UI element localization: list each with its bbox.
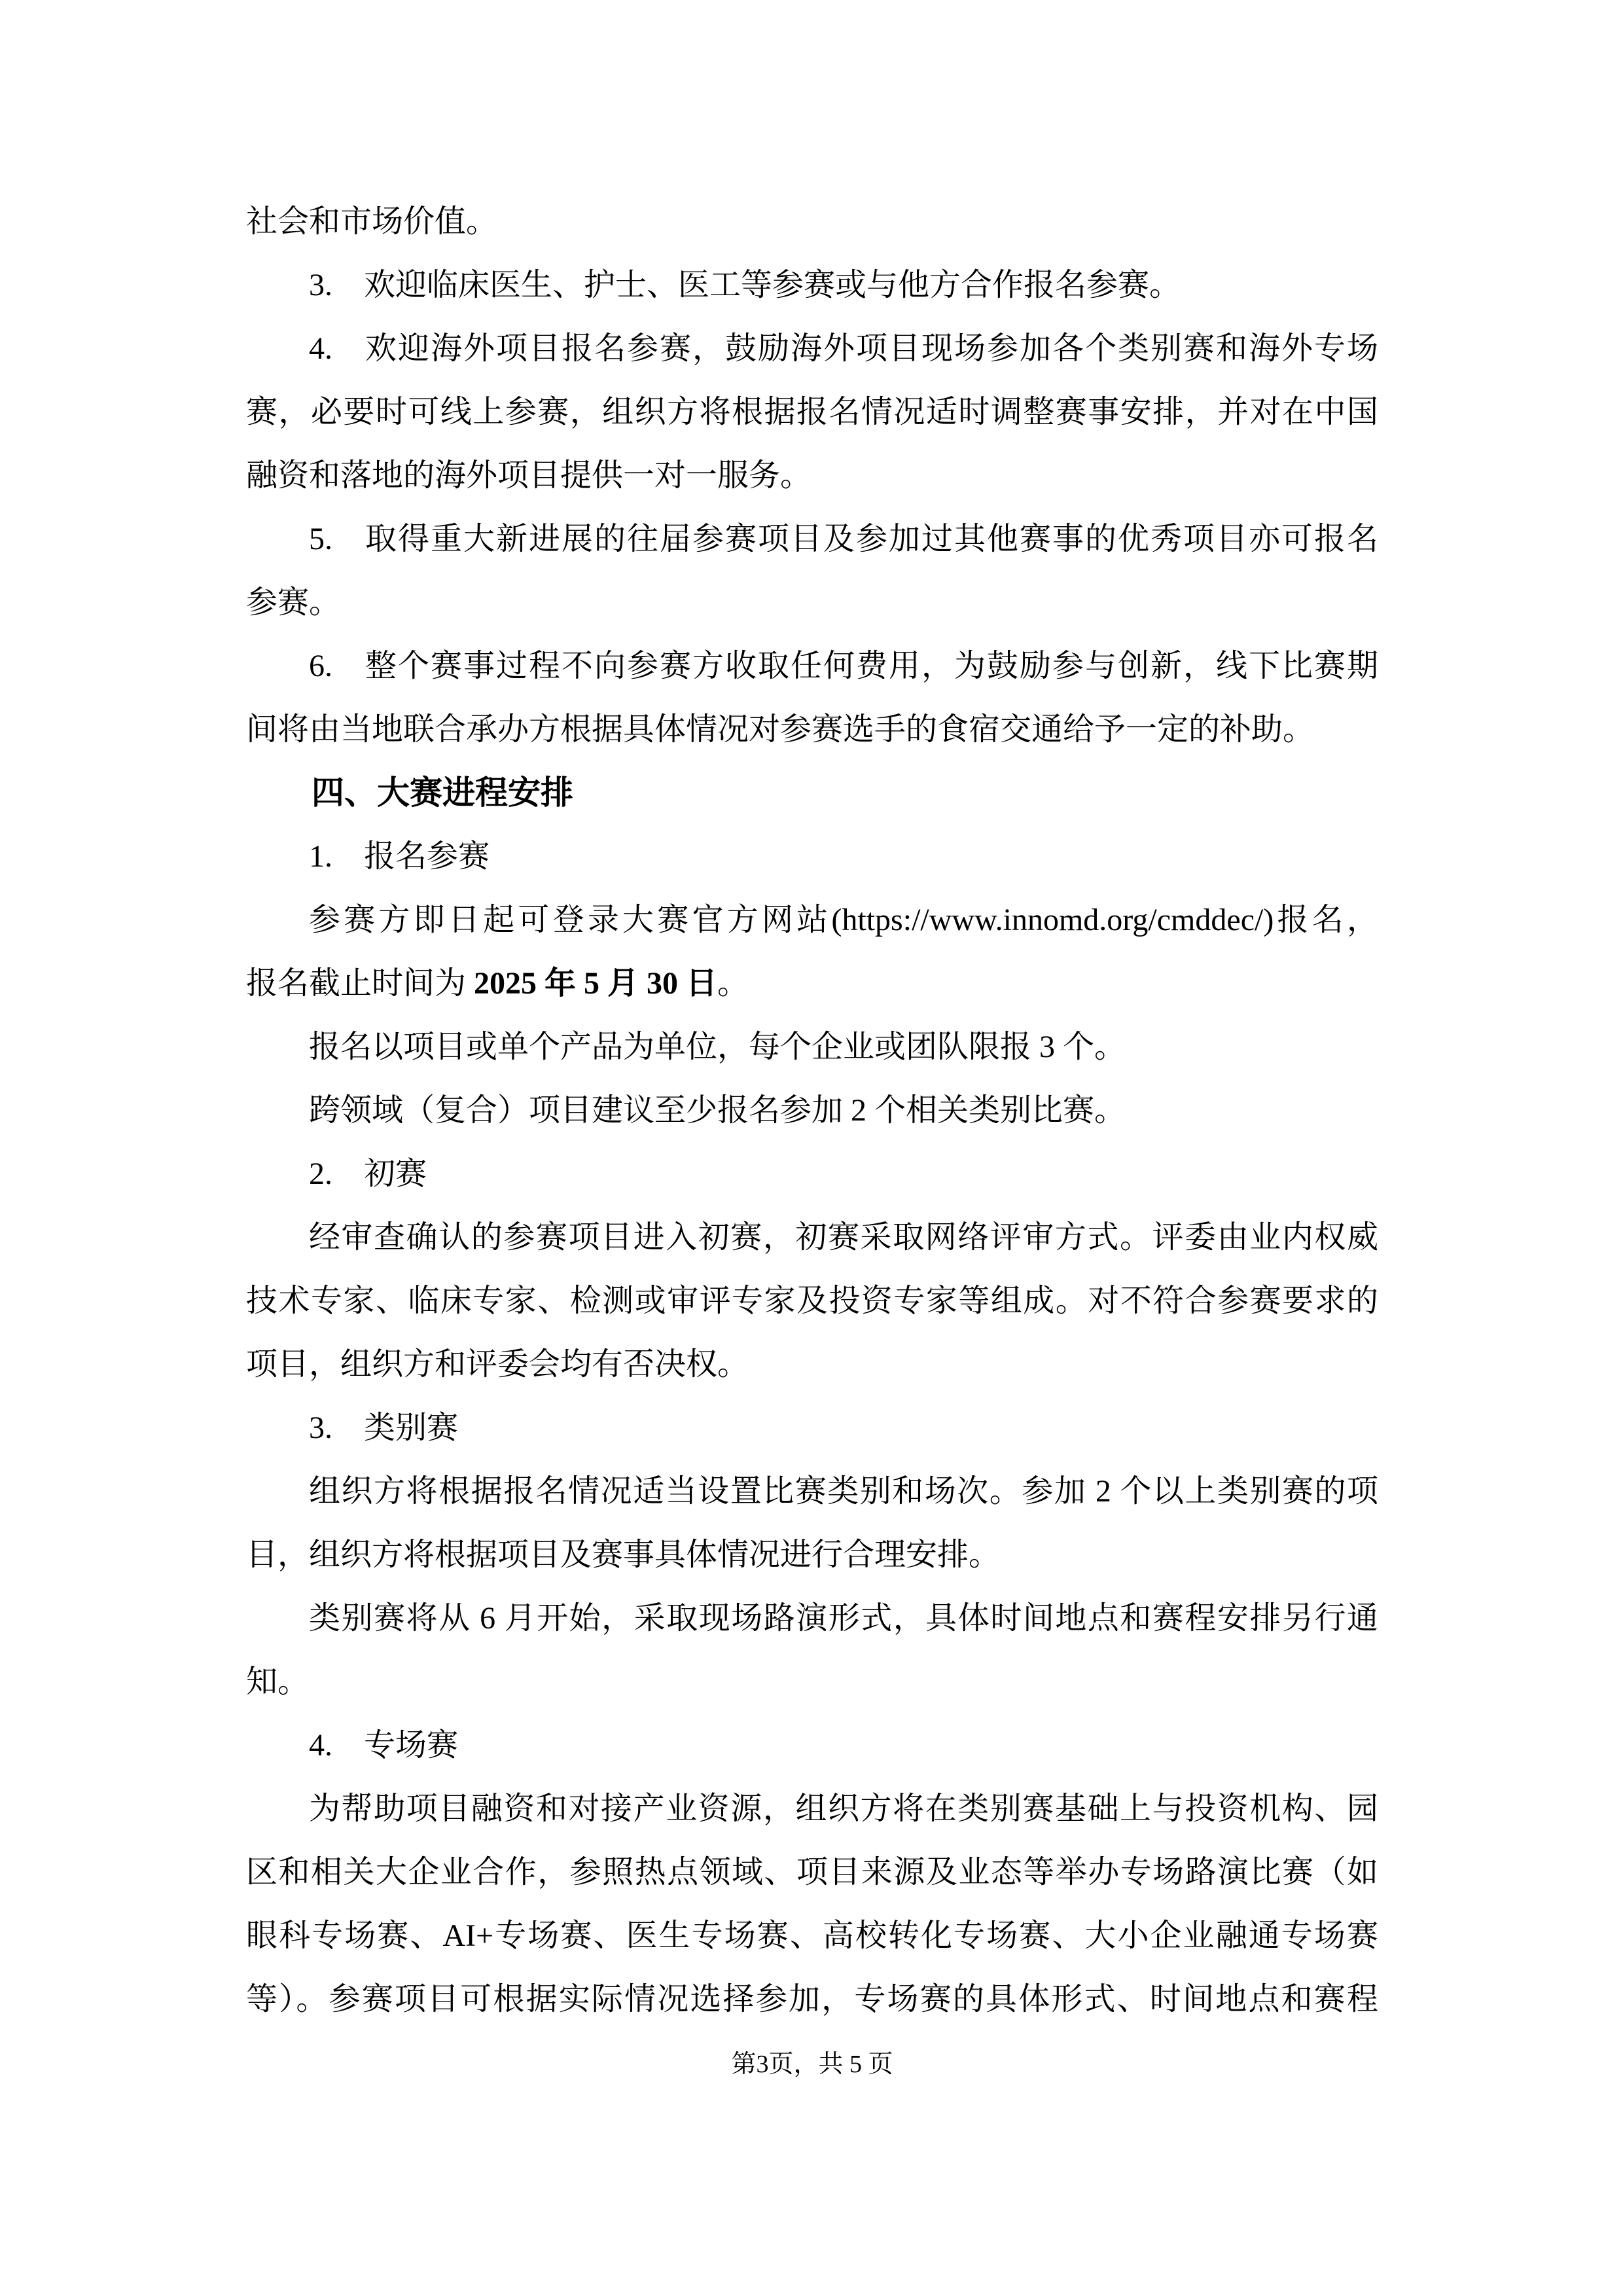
document-body	[246, 190, 1378, 2031]
text-line: 报名以项目或单个产品为单位，每个企业或团队限报 3 个。	[309, 1030, 1126, 1064]
text-line: 眼科专场赛、AI+专场赛、医生专场赛、高校转化专场赛、大小企业融通专场赛	[246, 1918, 1378, 1953]
deadline-line	[246, 952, 1378, 1015]
list-item: 2. 初赛	[309, 1157, 427, 1191]
list-item: 4. 专场赛	[309, 1728, 459, 1763]
section-heading: 四、大赛进程安排	[312, 774, 573, 811]
text-line: 跨领域（复合）项目建议至少报名参加 2 个相关类别比赛。	[309, 1093, 1126, 1128]
list-item: 5. 取得重大新进展的往届参赛项目及参加过其他赛事的优秀项目亦可报名	[309, 522, 1378, 556]
text-line: 参赛。	[246, 585, 341, 620]
text-line: 技术专家、临床专家、检测或审评专家及投资专家等组成。对不符合参赛要求的	[246, 1283, 1378, 1318]
text-line: 间将由当地联合承办方根据具体情况对参赛选手的食宿交通给予一定的补助。	[246, 712, 1315, 747]
text-line: 为帮助项目融资和对接产业资源，组织方将在类别赛基础上与投资机构、园	[309, 1791, 1378, 1826]
deadline-date: 2025 年 5 月 30 日	[474, 966, 718, 1001]
text-line-with-url: 参赛方即日起可登录大赛官方网站(https://www.innomd.org/cmddec/)报名，	[309, 903, 1378, 937]
deadline-suffix: 。	[717, 966, 749, 1001]
list-item: 3. 类别赛	[309, 1410, 459, 1445]
text-line: 类别赛将从 6 月开始，采取现场路演形式，具体时间地点和赛程安排另行通	[309, 1601, 1378, 1636]
list-item: 3. 欢迎临床医生、护士、医工等参赛或与他方合作报名参赛。	[309, 268, 1181, 302]
text-line: 项目，组织方和评委会均有否决权。	[246, 1347, 749, 1382]
list-item: 4. 欢迎海外项目报名参赛，鼓励海外项目现场参加各个类别赛和海外专场	[309, 331, 1378, 366]
text-line: 组织方将根据报名情况适当设置比赛类别和场次。参加 2 个以上类别赛的项	[309, 1474, 1378, 1509]
page-footer: 第3页，共 5 页	[731, 2051, 893, 2078]
text-line: 经审查确认的参赛项目进入初赛，初赛采取网络评审方式。评委由业内权威	[309, 1220, 1378, 1255]
text-line: 社会和市场价值。	[246, 204, 498, 239]
text-line: 目，组织方将根据项目及赛事具体情况进行合理安排。	[246, 1537, 1001, 1572]
list-item: 6. 整个赛事过程不向参赛方收取任何费用，为鼓励参与创新，线下比赛期	[309, 649, 1378, 683]
deadline-prefix: 报名截止时间为	[246, 966, 474, 1001]
text-line: 等）。参赛项目可根据实际情况选择参加，专场赛的具体形式、时间地点和赛程	[246, 1982, 1378, 2017]
text-line: 区和相关大企业合作，参照热点领域、项目来源及业态等举办专场路演比赛（如	[246, 1855, 1378, 1890]
text-line: 融资和落地的海外项目提供一对一服务。	[246, 458, 812, 493]
text-line: 赛，必要时可线上参赛，组织方将根据报名情况适时调整赛事安排，并对在中国	[246, 395, 1378, 429]
list-item: 1. 报名参赛	[309, 839, 490, 874]
text-line: 知。	[246, 1664, 310, 1699]
